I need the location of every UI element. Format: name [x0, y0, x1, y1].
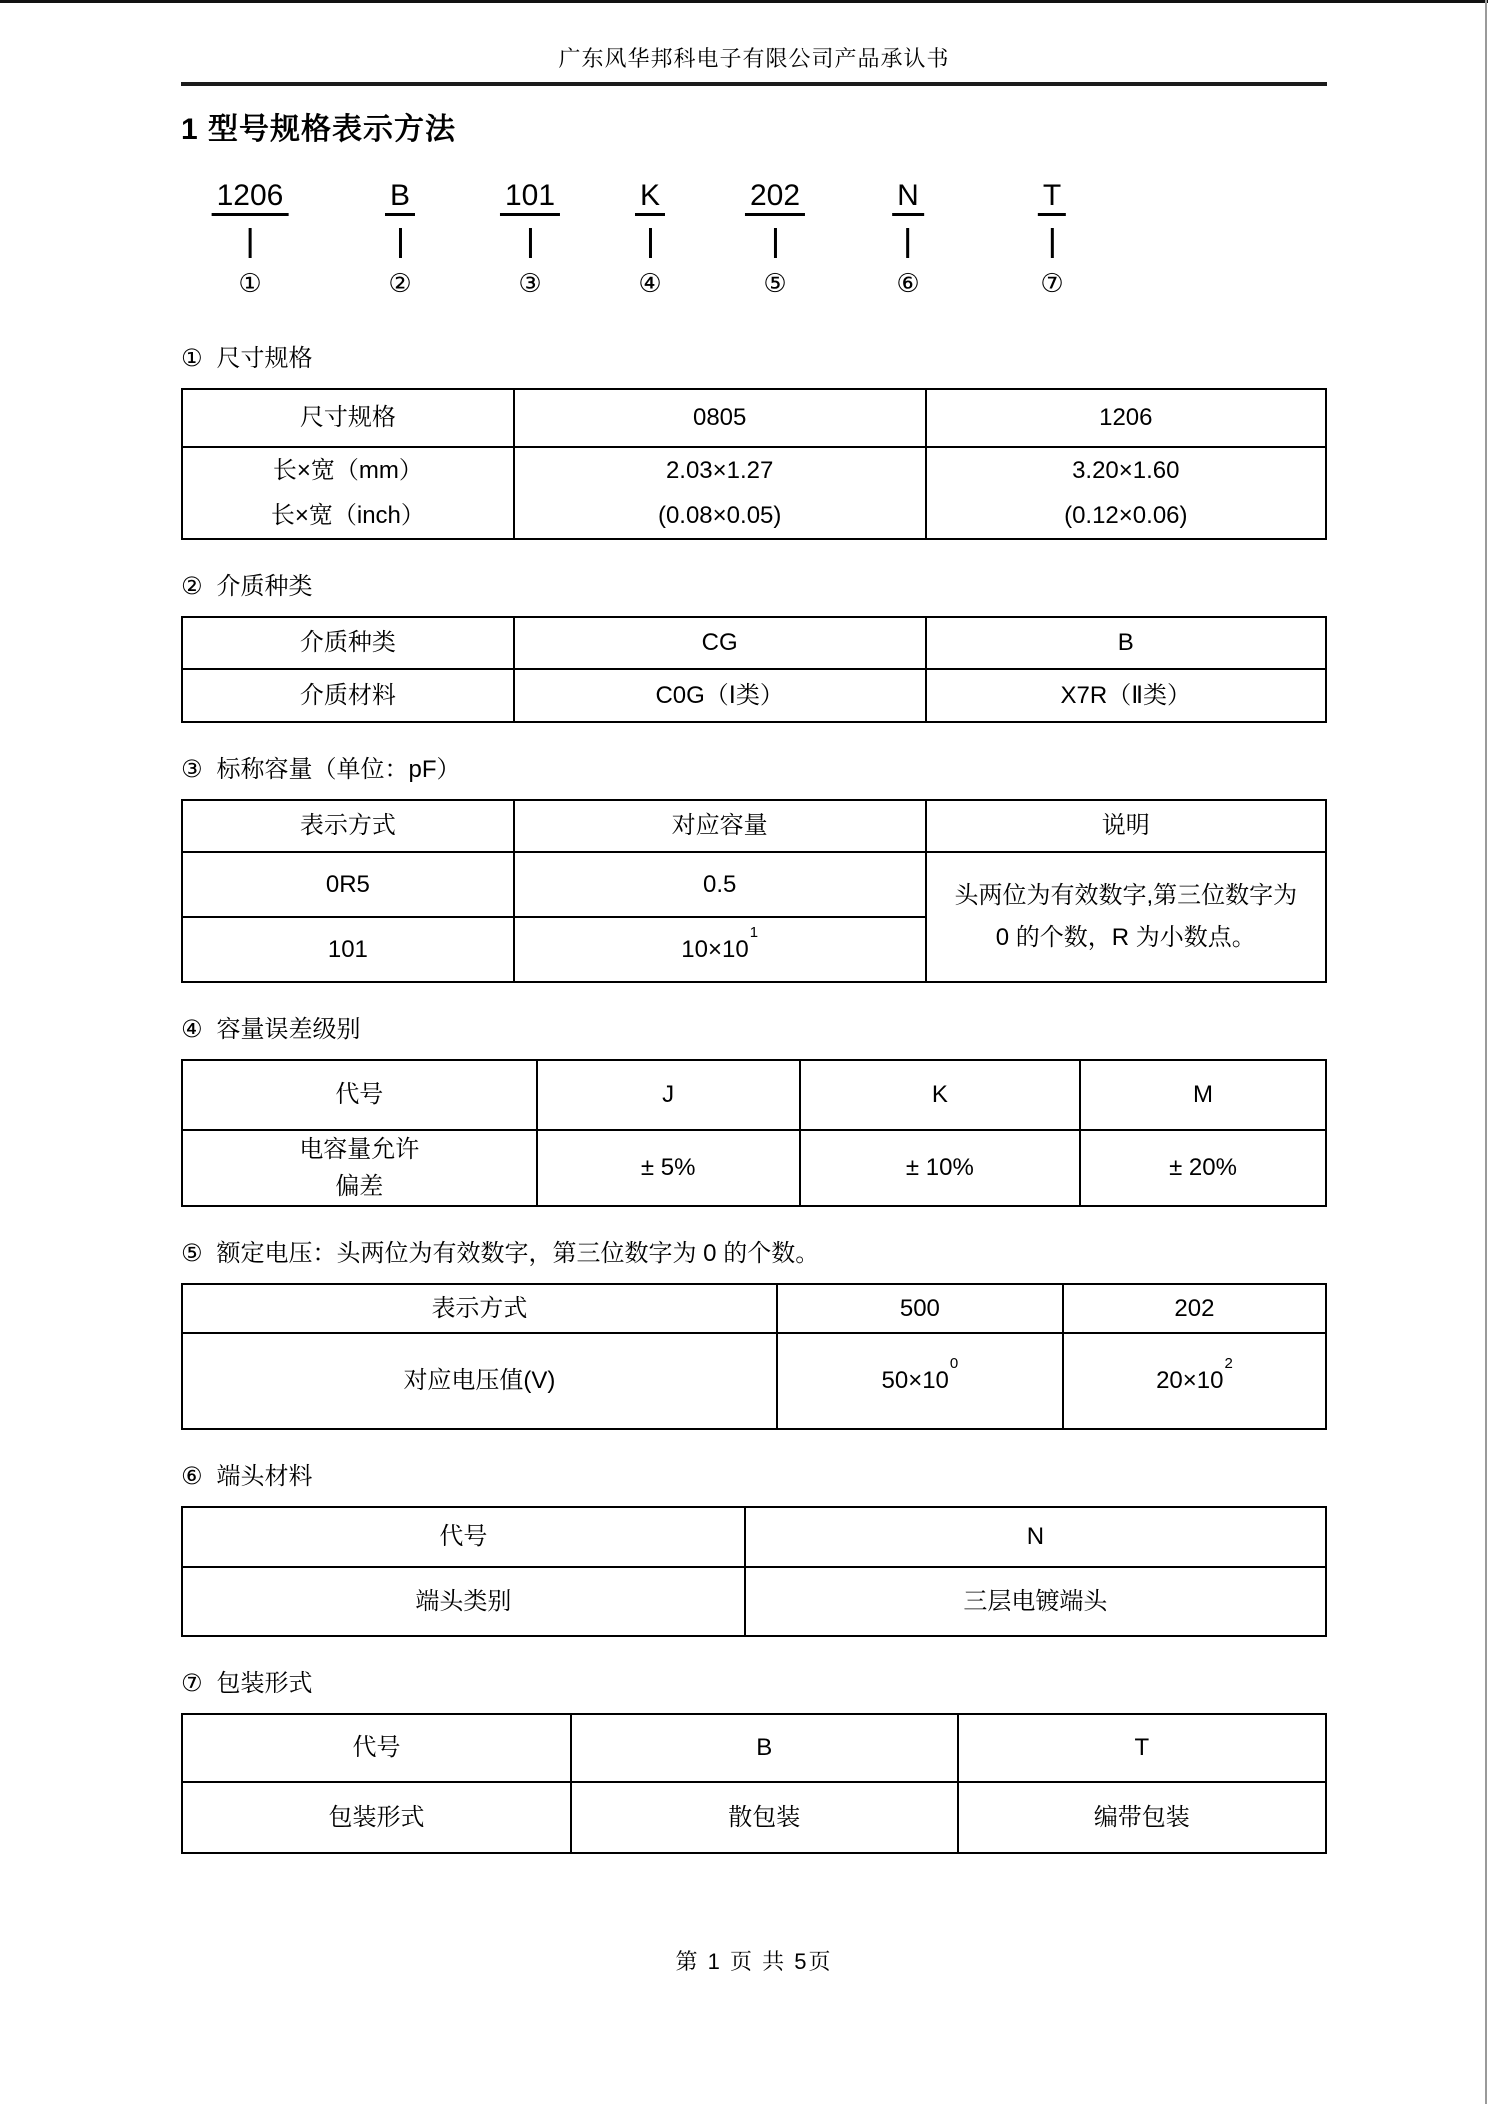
dielectric-table [181, 616, 1327, 723]
column-header: M [1080, 1060, 1326, 1130]
connector-line [249, 228, 252, 258]
row-label: 长×宽（mm） 长×宽（inch） [182, 447, 514, 539]
column-header: B [571, 1714, 958, 1782]
model-code-diagram [181, 180, 1327, 296]
page-right-border [1485, 0, 1487, 2104]
column-header: CG [514, 617, 926, 669]
table-cell: 3.20×1.60 (0.12×0.06) [926, 447, 1326, 539]
connector-line [529, 228, 532, 258]
section-marker: ③ [181, 756, 203, 783]
document-header: 广东风华邦科电子有限公司产品承认书 [558, 46, 950, 71]
section-label-termination [181, 1464, 1327, 1490]
code-marker: ⑥ [896, 268, 920, 298]
table-cell: 101 [182, 917, 514, 982]
column-header: 代号 [182, 1714, 571, 1782]
packaging-table [181, 1713, 1327, 1854]
section-title: 尺寸规格 [216, 345, 313, 372]
table-cell: X7R（Ⅱ类） [926, 669, 1326, 722]
connector-line [774, 228, 777, 258]
connector-line [398, 228, 401, 258]
section-label-tolerance [181, 1017, 1327, 1043]
code-marker: ④ [638, 268, 662, 298]
section-marker: ⑥ [181, 1463, 203, 1490]
table-cell: 三层电镀端头 [745, 1567, 1326, 1636]
column-header: 说明 [926, 800, 1326, 852]
page-footer: 第 1 页 共 5页 [675, 1949, 833, 1974]
table-cell: $20\times 10^2$ [1063, 1333, 1326, 1429]
row-label: 电容量允许 偏差 [182, 1130, 537, 1206]
code-value: T [1038, 180, 1066, 216]
model-code-part-7 [1038, 180, 1066, 297]
code-marker: ① [238, 268, 262, 298]
table-cell: ± 20% [1080, 1130, 1326, 1206]
code-marker: ⑦ [1040, 268, 1064, 298]
table-cell: $10\times 10^1$ [514, 917, 926, 982]
table-cell: $50\times 10^0$ [777, 1333, 1063, 1429]
row-label: 包装形式 [182, 1782, 571, 1853]
code-value: 202 [745, 180, 805, 216]
column-header: 代号 [182, 1060, 537, 1130]
column-header: 表示方式 [182, 800, 514, 852]
section-label-size-spec [181, 346, 1327, 372]
section-marker: ② [181, 573, 203, 600]
size-spec-table [181, 388, 1327, 540]
model-code-part-4 [635, 180, 665, 297]
termination-table [181, 1506, 1327, 1637]
exponent: 1 [749, 923, 759, 941]
column-header: 介质种类 [182, 617, 514, 669]
table-cell: 编带包装 [958, 1782, 1326, 1853]
section-marker: ⑦ [181, 1670, 203, 1697]
column-header: 0805 [514, 389, 926, 447]
code-value: K [635, 180, 665, 216]
exponent: 2 [1224, 1355, 1233, 1372]
capacitance-table [181, 799, 1327, 983]
column-header: N [745, 1507, 1326, 1567]
column-header: 202 [1063, 1284, 1326, 1333]
column-header: K [800, 1060, 1080, 1130]
model-code-part-5 [745, 180, 805, 297]
code-marker: ⑤ [763, 268, 787, 298]
code-value: 1206 [212, 180, 289, 216]
row-label: 对应电压值(V) [182, 1333, 777, 1429]
model-code-part-3 [500, 180, 560, 297]
model-code-part-2 [385, 180, 415, 297]
section-title: 介质种类 [216, 573, 313, 600]
code-marker: ② [388, 268, 412, 298]
section-title: 包装形式 [216, 1670, 313, 1697]
column-header: 1206 [926, 389, 1326, 447]
tolerance-table [181, 1059, 1327, 1207]
section-label-capacitance [181, 757, 1327, 783]
connector-line [648, 228, 651, 258]
exponent: 0 [949, 1355, 959, 1372]
section-label-dielectric [181, 574, 1327, 600]
table-cell: 0R5 [182, 852, 514, 917]
section-title: 标称容量（单位：pF） [216, 756, 461, 783]
table-cell: C0G（Ⅰ类） [514, 669, 926, 722]
section-label-packaging [181, 1671, 1327, 1697]
column-header: 500 [777, 1284, 1063, 1333]
code-value: B [385, 180, 415, 216]
voltage-table [181, 1283, 1327, 1430]
column-header: B [926, 617, 1326, 669]
row-label: 端头类别 [182, 1567, 745, 1636]
section-title: 容量误差级别 [216, 1016, 361, 1043]
connector-line [906, 228, 909, 258]
section-marker: ⑤ [181, 1240, 203, 1267]
section-title: 额定电压：头两位为有效数字，第三位数字为 0 的个数。 [216, 1240, 820, 1267]
page-content [181, 0, 1327, 1976]
column-header: J [537, 1060, 800, 1130]
note-cell: 头两位为有效数字,第三位数字为 0 的个数，R 为小数点。 [926, 852, 1326, 982]
model-code-part-1 [212, 180, 289, 297]
row-label: 介质材料 [182, 669, 514, 722]
section-label-voltage [181, 1241, 1327, 1267]
column-header: 对应容量 [514, 800, 926, 852]
table-cell: ± 10% [800, 1130, 1080, 1206]
table-cell: 2.03×1.27 (0.08×0.05) [514, 447, 926, 539]
model-code-part-6 [892, 180, 924, 297]
page-title: 1 型号规格表示方法 [181, 113, 457, 146]
table-cell: ± 5% [537, 1130, 800, 1206]
code-value: N [892, 180, 924, 216]
code-value: 101 [500, 180, 560, 216]
column-header: 代号 [182, 1507, 745, 1567]
connector-line [1050, 228, 1053, 258]
code-marker: ③ [518, 268, 542, 298]
section-title: 端头材料 [216, 1463, 313, 1490]
section-marker: ① [181, 345, 203, 372]
column-header: 表示方式 [182, 1284, 777, 1333]
header-rule [181, 82, 1327, 86]
column-header: 尺寸规格 [182, 389, 514, 447]
table-cell: 0.5 [514, 852, 926, 917]
column-header: T [958, 1714, 1326, 1782]
table-cell: 散包装 [571, 1782, 958, 1853]
section-marker: ④ [181, 1016, 203, 1043]
